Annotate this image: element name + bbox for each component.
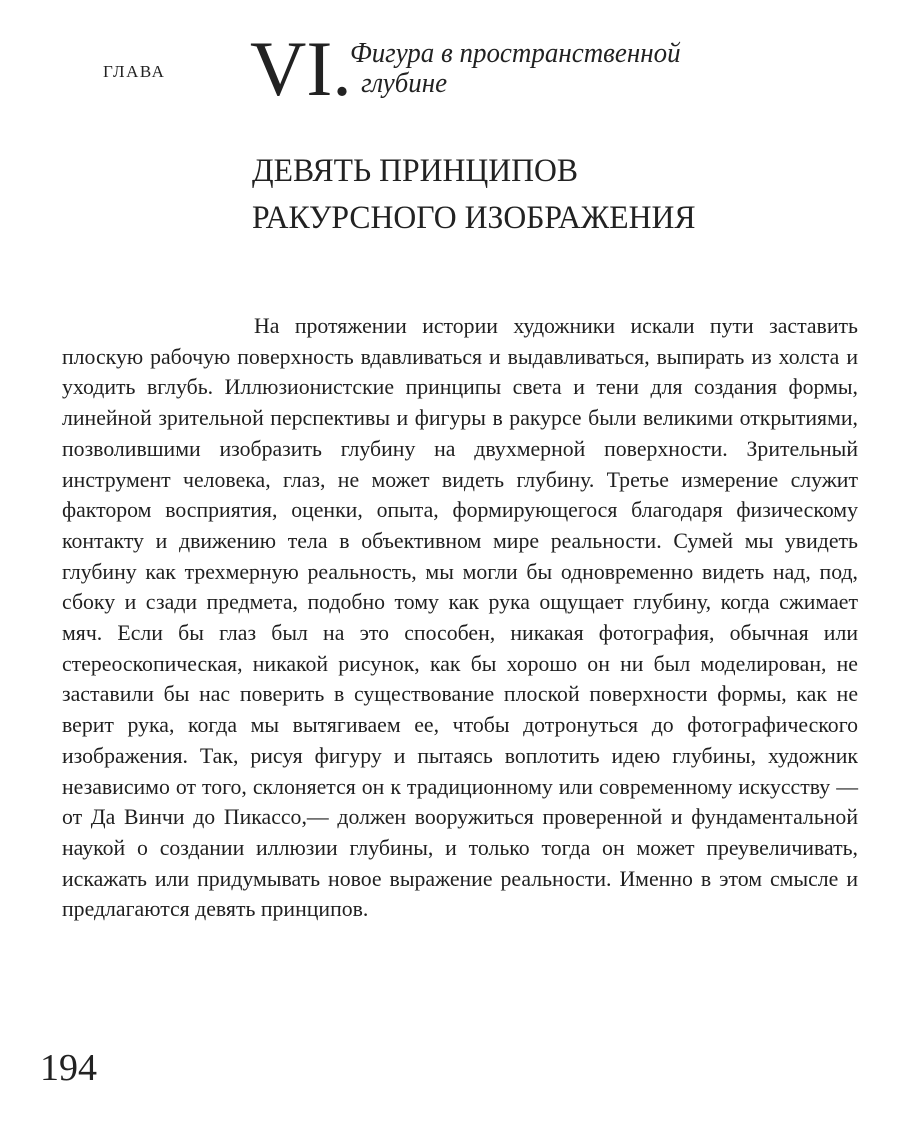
section-title: [252, 148, 695, 242]
chapter-title-line-2: глубине: [361, 67, 448, 99]
chapter-title-line-1: Фигура в пространственной: [350, 37, 681, 69]
section-title-line-1: ДЕВЯТЬ ПРИНЦИПОВ: [252, 153, 579, 189]
body-paragraph: На протяжении истории художники искали пути заставить плоскую рабочую поверхность вдавливаться и выдавливаться, выпирать из холста и уходить вглубь. Иллюзионистские принципы света и тени для создания формы, линейной зрительной перспективы и фигуры в ракурсе были великими открытиями, позволившими изобразить глубину на двухмерной поверхности. Зрительный инструмент человека, глаз, не может видеть глубину. Третье измерение служит фактором восприятия, оценки, опыта, формирующегося благодаря физическому контакту и движению тела в объективном мире реальности. Сумей мы увидеть глубину как трехмерную реальность, мы могли бы одновременно видеть над, под, сбоку и сзади предмета, подобно тому как рука ощущает глубину, когда сжимает мяч. Если бы глаз был на это способен, никакая фотография, обычная или стереоскопическая, никакой рисунок, как бы хорошо он ни был моделирован, не заставили бы нас поверить в существование плоской поверхности формы, как не верит рука, когда мы вытягиваем ее, чтобы дотронуться до фотографического изображения. Так, рисуя фигуру и пытаясь воплотить идею глубины, художник независимо от того, склоняется он к традиционному или современному искусству — от Да Винчи до Пикассо,— должен вооружиться проверенной и фундаментальной наукой о создании иллюзии глубины, и только тогда он может преувеличивать, искажать или придумывать новое выражение реальности. Именно в этом смысле и предлагаются девять принципов.: [62, 314, 858, 922]
page-number: 194: [40, 1047, 97, 1089]
chapter-number: VI.: [250, 25, 352, 112]
chapter-title: [350, 38, 681, 98]
section-title-line-2: РАКУРСНОГО ИЗОБРАЖЕНИЯ: [252, 200, 696, 236]
chapter-label: ГЛАВА: [103, 62, 166, 81]
